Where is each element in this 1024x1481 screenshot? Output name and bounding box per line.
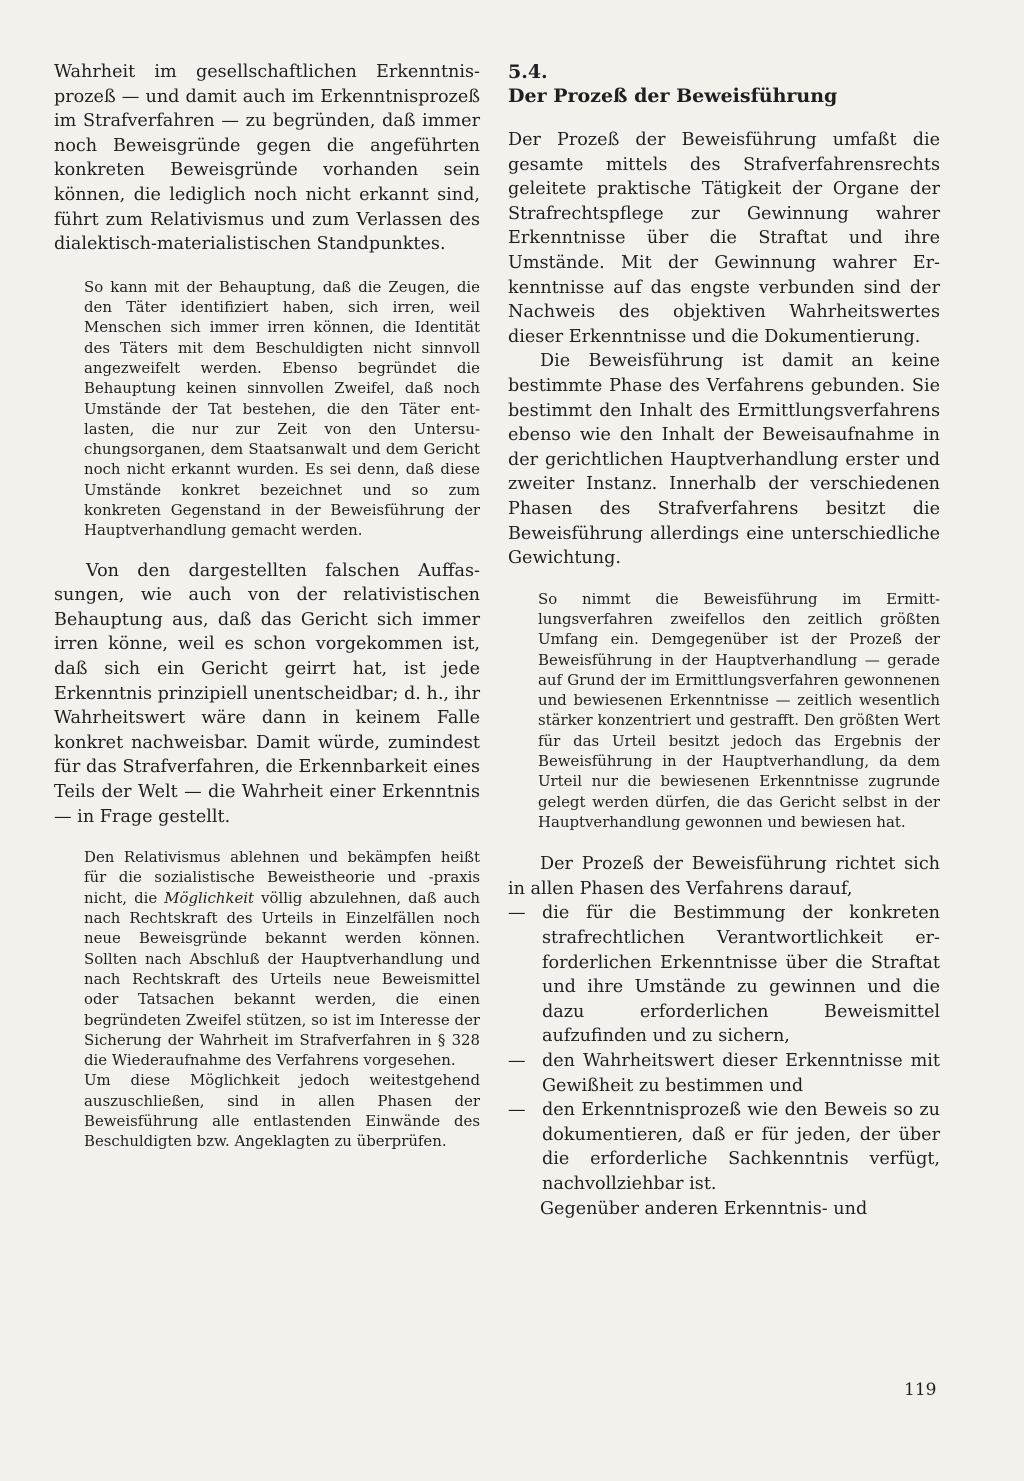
list-dash: —: [508, 1051, 526, 1071]
list-item-text: den Wahrheitswert dieser Erkenntnisse mit Gewißheit zu bestimmen und: [542, 1051, 940, 1096]
emphasis: Möglichkeit: [164, 888, 255, 907]
text-run: Den Relativismus ablehnen und bekämpfen heißt für die sozialistische Beweistheorie und -praxis nicht, die: [84, 848, 480, 907]
section-number: 5.4.: [508, 61, 548, 83]
list-item-text: die für die Bestimmung der konkreten strafrechtlichen Verantwortlichkeit erforderlichen Erkenntnisse über die Straftat und ihre Umstände zu gewinnen und die dazu erforderlichen Beweismittel aufzufinden und zu sichern,: [542, 903, 940, 1047]
list-item: [508, 901, 940, 1049]
small-print-paragraph: [54, 847, 480, 1070]
small-print-paragraph: So nimmt die Beweisführung im Ermittlungsverfahren zweifellos den zeitlich größten Umfang ein. Demgegenüber ist der Prozeß der Beweisführung in der Hauptverhandlung — gerade auf Grund der im Ermittlungsverfahren gewonnenen und bewiesenen Erkenntnisse — zeitlich wesentlich stärker konzentriert und gestrafft. Den größten Wert für das Urteil besitzt jedoch das Ergebnis der Beweisführung in der Hauptverhandlung, da dem Urteil nur die bewiesenen Erkenntnisse zugrunde gelegt werden dürfen, die das Gericht selbst in der Hauptverhandlung gewonnen und bewiesen hat.: [538, 589, 940, 831]
list-item: [508, 1049, 940, 1098]
small-print-paragraph: So kann mit der Behauptung, daß die Zeugen, die den Täter identifiziert haben, sich irren, weil Menschen sich immer irren können, die Identität des Täters mit dem Beschuldigten nicht sinnvoll angezweifelt werden. Ebenso begründet die Behauptung keinen sinnvollen Zweifel, daß noch Umstände der Tat bestehen, die den Täter entlasten, die nur zur Zeit von den Untersuchungsorganen, dem Staatsanwalt und dem Gericht noch nicht erkannt wurden. Es sei denn, daß diese Umstände konkret bezeichnet und so zum konkreten Gegenstand in der Beweisführung der Hauptverhandlung gemacht werden.: [84, 277, 480, 540]
section-title: Der Prozeß der Beweisführung: [508, 85, 838, 107]
list-dash: —: [508, 1100, 526, 1121]
left-column: [54, 60, 480, 1152]
paragraph: Von den dargestellten falschen Auffassungen, wie auch von der relativistischen Behauptung aus, daß das Gericht sich immer irren könne, weil es schon vorgekommen ist, daß sich ein Gericht geirrt hat, ist jede Erkenntnis prinzipiell unentscheidbar; d. h., ihr Wahrheitswert wäre dann in keinem Falle konkret nachweisbar. Damit würde, zumindest für das Strafverfahren, die Erkennbarkeit eines Teils der Welt — die Wahrheit einer Erkenntnis — in Frage gestellt.: [54, 560, 480, 827]
list-dash: —: [508, 903, 526, 924]
list-item: [508, 1098, 940, 1196]
paragraph: Der Prozeß der Beweisführung umfaßt die gesamte mittels des Strafverfahrensrechts geleitete praktische Tätigkeit der Organe der Strafrechtspflege zur Gewinnung wahrer Erkenntnisse über die Straftat und ihre Umstände. Mit der Gewinnung wahrer Erkenntnisse auf das engste verbunden sind der Nachweis des objektiven Wahrheitswertes dieser Erkenntnisse und die Dokumentierung.: [508, 130, 940, 347]
dash-list: [508, 901, 940, 1196]
page-number: 119: [904, 1380, 937, 1400]
right-column: [508, 60, 940, 1221]
small-print-paragraph: Um diese Möglichkeit jedoch weitestgehend auszuschließen, sind in allen Phasen der Beweisführung alle entlastenden Einwände des Beschuldigten bzw. Angeklagten zu überprüfen.: [84, 1071, 480, 1151]
paragraph: Wahrheit im gesellschaftlichen Erkenntnisprozeß — und damit auch im Erkenntnisprozeß im Strafverfahren — zu begründen, daß immer noch Beweisgründe gegen die angeführten konkreten Beweisgründe vorhanden sein können, die lediglich noch nicht erkannt sind, führt zum Relativismus und zum Verlassen des dialektisch-materialistischen Standpunktes.: [54, 62, 480, 255]
text-run: völlig abzulehnen, daß auch nach Rechtskraft des Urteils in Einzelfällen noch neue Beweisgründe bekannt werden können. Sollten nach Abschluß der Hauptverhandlung und nach Rechtskraft des Urteils neue Beweismittel oder Tatsachen bekannt werden, die einen begründeten Zweifel stützen, so ist im Interesse der Sicherung der Wahrheit im Strafverfahren in § 328 die Wiederaufnahme des Verfahrens vorgesehen.: [84, 888, 480, 1070]
paragraph: Die Beweisführung ist damit an keine bestimmte Phase des Verfahrens gebunden. Sie bestimmt den Inhalt des Ermittlungsverfahrens ebenso wie den Inhalt der Beweisaufnahme in der gerichtlichen Hauptverhandlung erster und zweiter Instanz. Innerhalb der verschiedenen Phasen des Strafverfahrens besitzt die Beweisführung allerdings eine unterschiedliche Gewichtung.: [508, 351, 940, 569]
paragraph: Der Prozeß der Beweisführung richtet sich in allen Phasen des Verfahrens darauf,: [508, 854, 940, 899]
list-item-text: den Erkenntnisprozeß wie den Beweis so zu dokumentieren, daß er für jeden, der über die erforderliche Sachkenntnis verfügt, nachvollziehbar ist.: [542, 1100, 940, 1194]
paragraph: Gegenüber anderen Erkenntnis- und: [540, 1198, 868, 1219]
